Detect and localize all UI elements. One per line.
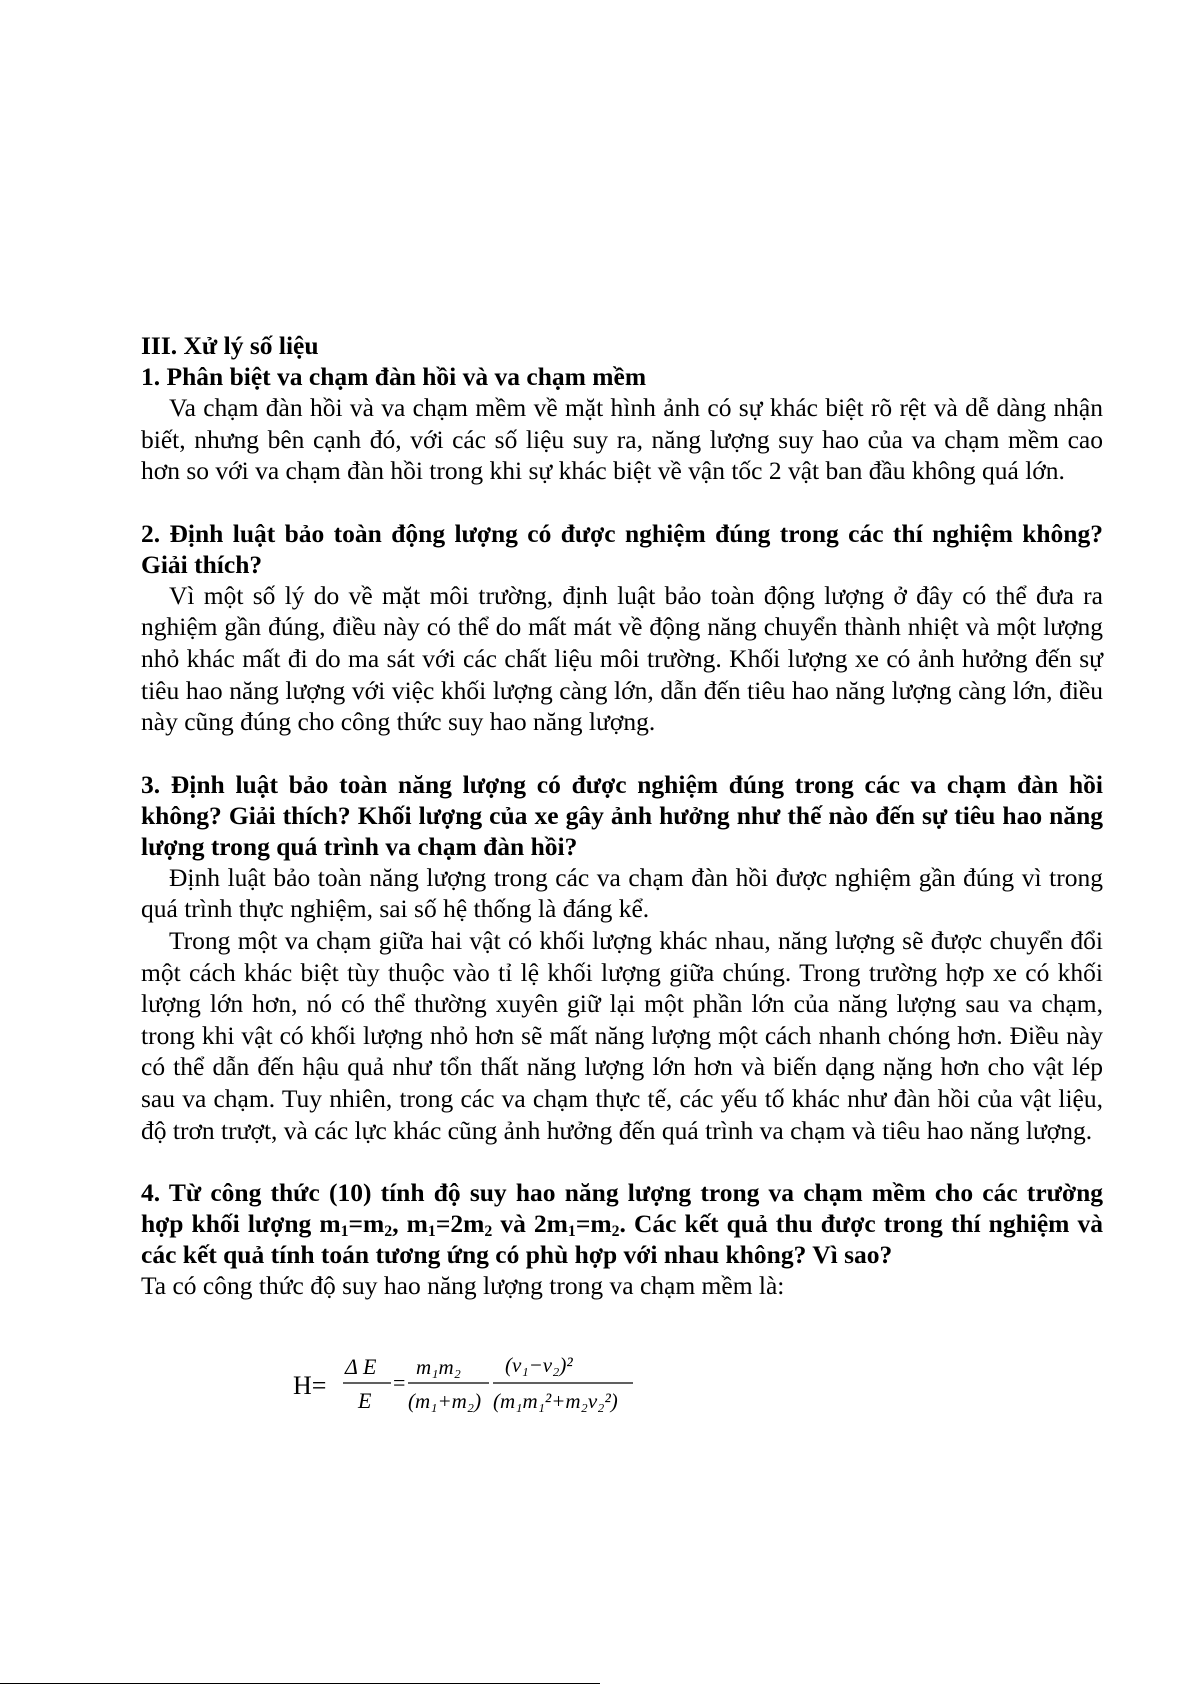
energy-loss-formula [293, 1342, 1103, 1422]
formula-e: E [358, 1387, 372, 1413]
formula-equals: = [393, 1369, 406, 1395]
question-3-body-1: Định luật bảo toàn năng lượng trong các va chạm đàn hồi được nghiệm gần đúng vì trong quá trình thực nghiệm, sai số hệ thống là đáng kể. [141, 862, 1103, 924]
question-4-title: 4. Từ công thức (10) tính độ suy hao năng lượng trong va chạm mềm cho các trường hợp khối lượng $m_1=m_2$, $m_1=2m_2$ và $2m_1=m_2$. Các kết quả thu được trong thí nghiệm và các kết quả tính toán tương ứng có phù hợp với nhau không? Vì sao? [141, 1178, 1103, 1270]
question-3-body-2: Trong một va chạm giữa hai vật có khối lượng khác nhau, năng lượng sẽ được chuyển đổi một cách khác biệt tùy thuộc vào tỉ lệ khối lượng giữa chúng. Trong trường hợp xe có khối lượng lớn hơn, nó có thể thường xuyên giữ lại một phần lớn của năng lượng sau va chạm, trong khi vật có khối lượng nhỏ hơn sẽ mất năng lượng một cách nhanh chóng hơn. Điều này có thể dẫn đến hậu quả như tổn thất năng lượng lớn hơn và biến dạng nặng hơn cho vật lép sau va chạm. Tuy nhiên, trong các va chạm thực tế, các yếu tố khác như đàn hồi của vật liệu, độ trơn trượt, và các lực khác cũng ảnh hưởng đến quá trình va chạm và tiêu hao năng lượng. [141, 925, 1103, 1145]
formula-num-1: m₁m₂ [416, 1354, 461, 1379]
question-1-body: Va chạm đàn hồi và va chạm mềm về mặt hình ảnh có sự khác biệt rõ rệt và dễ dàng nhận biết, nhưng bên cạnh đó, với các số liệu suy ra, năng lượng suy hao của va chạm mềm cao hơn so với va chạm đàn hồi trong khi sự khác biệt về vận tốc 2 vật ban đầu không quá lớn. [141, 393, 1103, 486]
question-4-body: Ta có công thức độ suy hao năng lượng trong va chạm mềm là: [141, 1271, 785, 1301]
question-3-title: 3. Định luật bảo toàn năng lượng có được nghiệm đúng trong các va chạm đàn hồi không? Giải thích? Khối lượng của xe gây ảnh hưởng như thế nào đến sự tiêu hao năng lượng trong quá trình va chạm đàn hồi? [141, 769, 1103, 861]
formula-lhs: H= [293, 1370, 327, 1400]
formula-num-2: (v₁−v₂)² [505, 1352, 573, 1377]
formula-den-2: (m₁m₁²+m₂v₂²) [493, 1388, 618, 1413]
question-1-title: 1. Phân biệt va chạm đàn hồi và va chạm mềm [141, 362, 647, 391]
footer-rule [0, 1683, 600, 1684]
section-title: III. Xử lý số liệu [141, 331, 319, 360]
question-2-title: 2. Định luật bảo toàn động lượng có được nghiệm đúng trong các thí nghiệm không? Giải thích? [141, 518, 1103, 579]
formula-den-1: (m₁+m₂) [408, 1388, 482, 1413]
question-2-body: Vì một số lý do về mặt môi trường, định luật bảo toàn động lượng ở đây có thể đưa ra nghiệm gần đúng, điều này có thể do mất mát về động năng chuyển thành nhiệt và một lượng nhỏ khác mất đi do ma sát với các chất liệu môi trường. Khối lượng xe có ảnh hưởng đến sự tiêu hao năng lượng với việc khối lượng càng lớn, dẫn đến tiêu hao năng lượng càng lớn, điều này cũng đúng cho công thức suy hao năng lượng. [141, 580, 1103, 737]
document-page [141, 330, 1103, 1422]
formula-delta-e: Δ E [345, 1353, 377, 1379]
